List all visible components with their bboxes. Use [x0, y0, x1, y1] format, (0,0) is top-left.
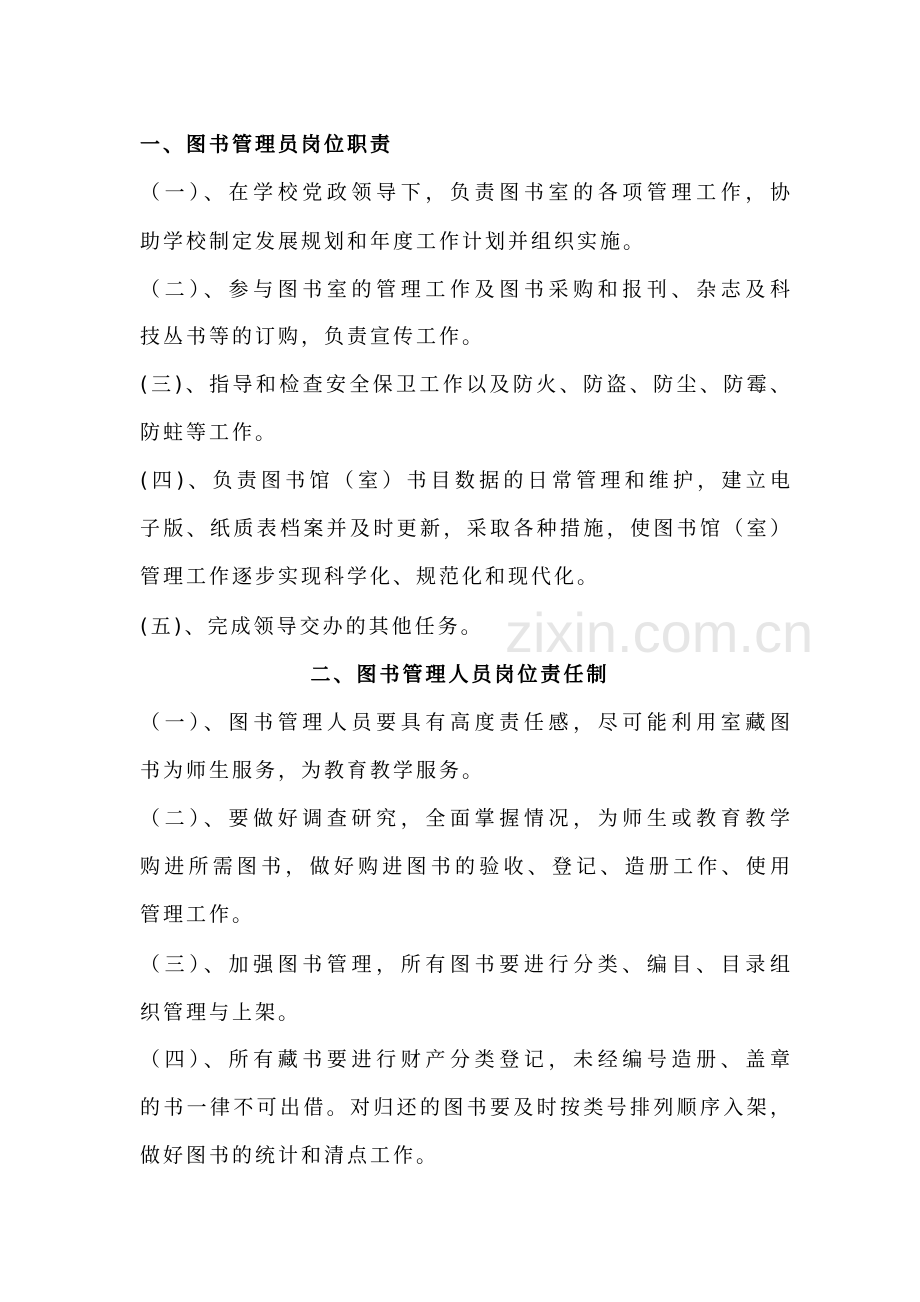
paragraph-line: 购进所需图书，做好购进图书的验收、登记、造册工作、使用 — [140, 854, 790, 878]
paragraph-line: （一）、在学校党政领导下，负责图书室的各项管理工作，协 — [140, 180, 790, 204]
paragraph-line: 书为师生服务，为教育教学服务。 — [140, 758, 485, 782]
paragraph-line: 防蛀等工作。 — [140, 420, 278, 444]
paragraph-line: （三）、加强图书管理，所有图书要进行分类、编目、目录组 — [140, 952, 790, 976]
section-2-title: 二、图书管理人员岗位责任制 — [310, 662, 610, 686]
paragraph-line: （四）、所有藏书要进行财产分类登记，未经编号造册、盖章 — [140, 1047, 790, 1071]
paragraph-line: 织管理与上架。 — [140, 1000, 301, 1024]
paragraph-line: （一）、图书管理人员要具有高度责任感，尽可能利用室藏图 — [140, 710, 790, 734]
paragraph-line: 做好图书的统计和清点工作。 — [140, 1143, 439, 1167]
paragraph-line: （二）、参与图书室的管理工作及图书采购和报刊、杂志及科 — [140, 277, 790, 301]
paragraph-line: 技丛书等的订购，负责宣传工作。 — [140, 324, 485, 348]
section-1-title: 一、图书管理员岗位职责 — [140, 132, 393, 156]
paragraph-line: 的书一律不可出借。对归还的图书要及时按类号排列顺序入架， — [140, 1095, 790, 1119]
paragraph-line: 子版、纸质表档案并及时更新，采取各种措施，使图书馆（室） — [140, 516, 790, 540]
paragraph-line: (四)、负责图书馆（室）书目数据的日常管理和维护，建立电 — [140, 468, 790, 492]
paragraph-line: 助学校制定发展规划和年度工作计划并组织实施。 — [140, 229, 646, 253]
paragraph-line: (五)、完成领导交办的其他任务。 — [140, 614, 484, 638]
paragraph-line: 管理工作。 — [140, 902, 255, 926]
paragraph-line: (三)、指导和检查安全保卫工作以及防火、防盗、防尘、防霉、 — [140, 372, 790, 396]
paragraph-line: 管理工作逐步实现科学化、规范化和现代化。 — [140, 564, 600, 588]
watermark: zixin.com.cn — [505, 601, 814, 664]
paragraph-line: （二）、要做好调查研究，全面掌握情况，为师生或教育教学 — [140, 806, 790, 830]
